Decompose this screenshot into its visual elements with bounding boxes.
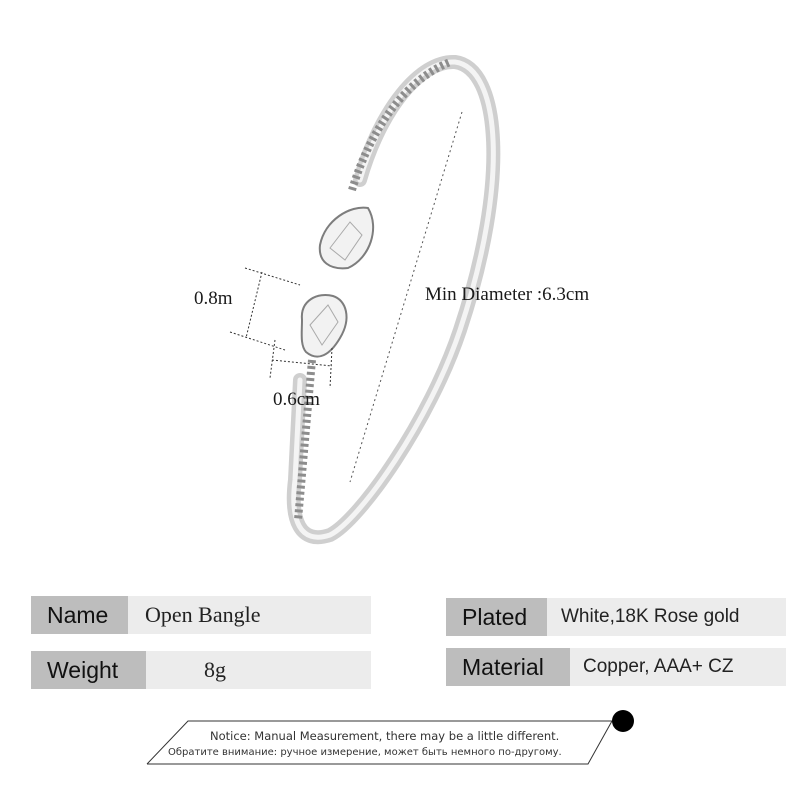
pear-gem-lower bbox=[302, 295, 347, 357]
spec-row-material bbox=[446, 648, 786, 686]
weight-label: Weight bbox=[31, 651, 146, 689]
gem-length-label: 0.8m bbox=[194, 288, 233, 309]
notice-russian: Обратите внимание: ручное измерение, может быть немного по-другому. bbox=[168, 747, 562, 758]
plated-value: White,18K Rose gold bbox=[547, 598, 786, 636]
gem-length-dimension bbox=[230, 268, 300, 350]
gem-width-label: 0.6cm bbox=[273, 389, 320, 410]
pear-gem-upper bbox=[320, 208, 373, 269]
notice-banner bbox=[0, 700, 800, 780]
spec-row-plated bbox=[446, 598, 786, 636]
name-value: Open Bangle bbox=[128, 596, 371, 634]
name-label: Name bbox=[31, 596, 128, 634]
plated-label: Plated bbox=[446, 598, 547, 636]
notice-english: Notice: Manual Measurement, there may be a little different. bbox=[210, 729, 560, 743]
spec-row-weight bbox=[31, 651, 371, 689]
material-value: Copper, AAA+ CZ bbox=[570, 648, 786, 686]
notice-dot-icon bbox=[612, 710, 634, 732]
material-label: Material bbox=[446, 648, 570, 686]
spec-row-name bbox=[31, 596, 371, 634]
weight-value: 8g bbox=[146, 651, 371, 689]
diameter-label: Min Diameter :6.3cm bbox=[425, 284, 590, 305]
